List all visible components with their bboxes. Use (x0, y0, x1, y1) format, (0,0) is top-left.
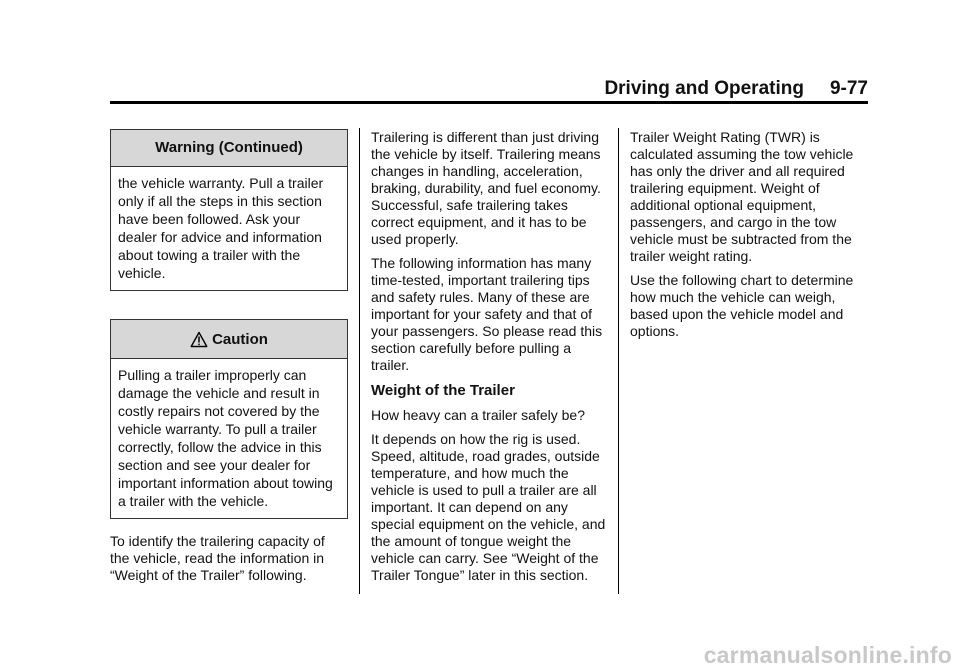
header-rule (110, 101, 868, 104)
caution-title: Caution (212, 330, 268, 348)
column-3 (630, 129, 868, 347)
page-number: 9-77 (829, 78, 868, 99)
caution-box (110, 319, 348, 519)
paragraph: Trailer Weight Rating (TWR) is calculated assuming the tow vehicle has only the driver and all required trailering equipment. Weight of additional optional equipment, passengers, and cargo in the tow vehicle must be subtracted from the trailer weight rating. (630, 129, 854, 264)
column-divider (359, 128, 360, 594)
column-divider (618, 128, 619, 594)
paragraph: It depends on how the rig is used. Speed, altitude, road grades, outside temperature, and how much the vehicle is used to pull a trailer are all important. It can depend on any special equipment on the vehicle, and the amount of tongue weight the vehicle can carry. See “Weight of the Trailer Tongue” later in this section. (371, 431, 606, 583)
caution-header (111, 320, 347, 359)
paragraph: Use the following chart to determine how much the vehicle can weigh, based upon the vehicle model and options. (630, 272, 854, 339)
warning-text: the vehicle warranty. Pull a trailer only if all the steps in this section have been followed. Ask your dealer for advice and information about towing a trailer with the vehicle. (118, 175, 324, 281)
paragraph: The following information has many time-tested, important trailering tips and safety rules. Many of these are important for your safety and that of your passengers. So please read this section carefully before pulling a trailer. (371, 255, 603, 373)
page-header (110, 78, 868, 100)
caution-text: Pulling a trailer improperly can damage the vehicle and result in costly repairs not covered by the vehicle warranty. To pull a trailer correctly, follow the advice in this section and see your dealer for important information about towing a trailer with the vehicle. (118, 367, 333, 509)
paragraph: How heavy can a trailer safely be? (371, 407, 585, 423)
warning-box (110, 129, 348, 291)
column-1 (110, 129, 348, 591)
watermark-text: carmanualsonline.info (703, 642, 952, 668)
column-2 (371, 129, 607, 591)
paragraph: Trailering is different than just driving the vehicle by itself. Trailering means changes in handling, acceleration, braking, durability, and fuel economy. Successful, safe trailering takes correct equipment, and it has to be used properly. (371, 129, 601, 247)
warning-title: Warning (Continued) (111, 130, 347, 167)
section-title: Driving and Operating (604, 78, 804, 99)
intro-paragraph: To identify the trailering capacity of the vehicle, read the information in “Weight of the Trailer” following. (110, 533, 325, 583)
caution-triangle-icon (190, 331, 208, 348)
section-heading: Weight of the Trailer (371, 382, 515, 399)
